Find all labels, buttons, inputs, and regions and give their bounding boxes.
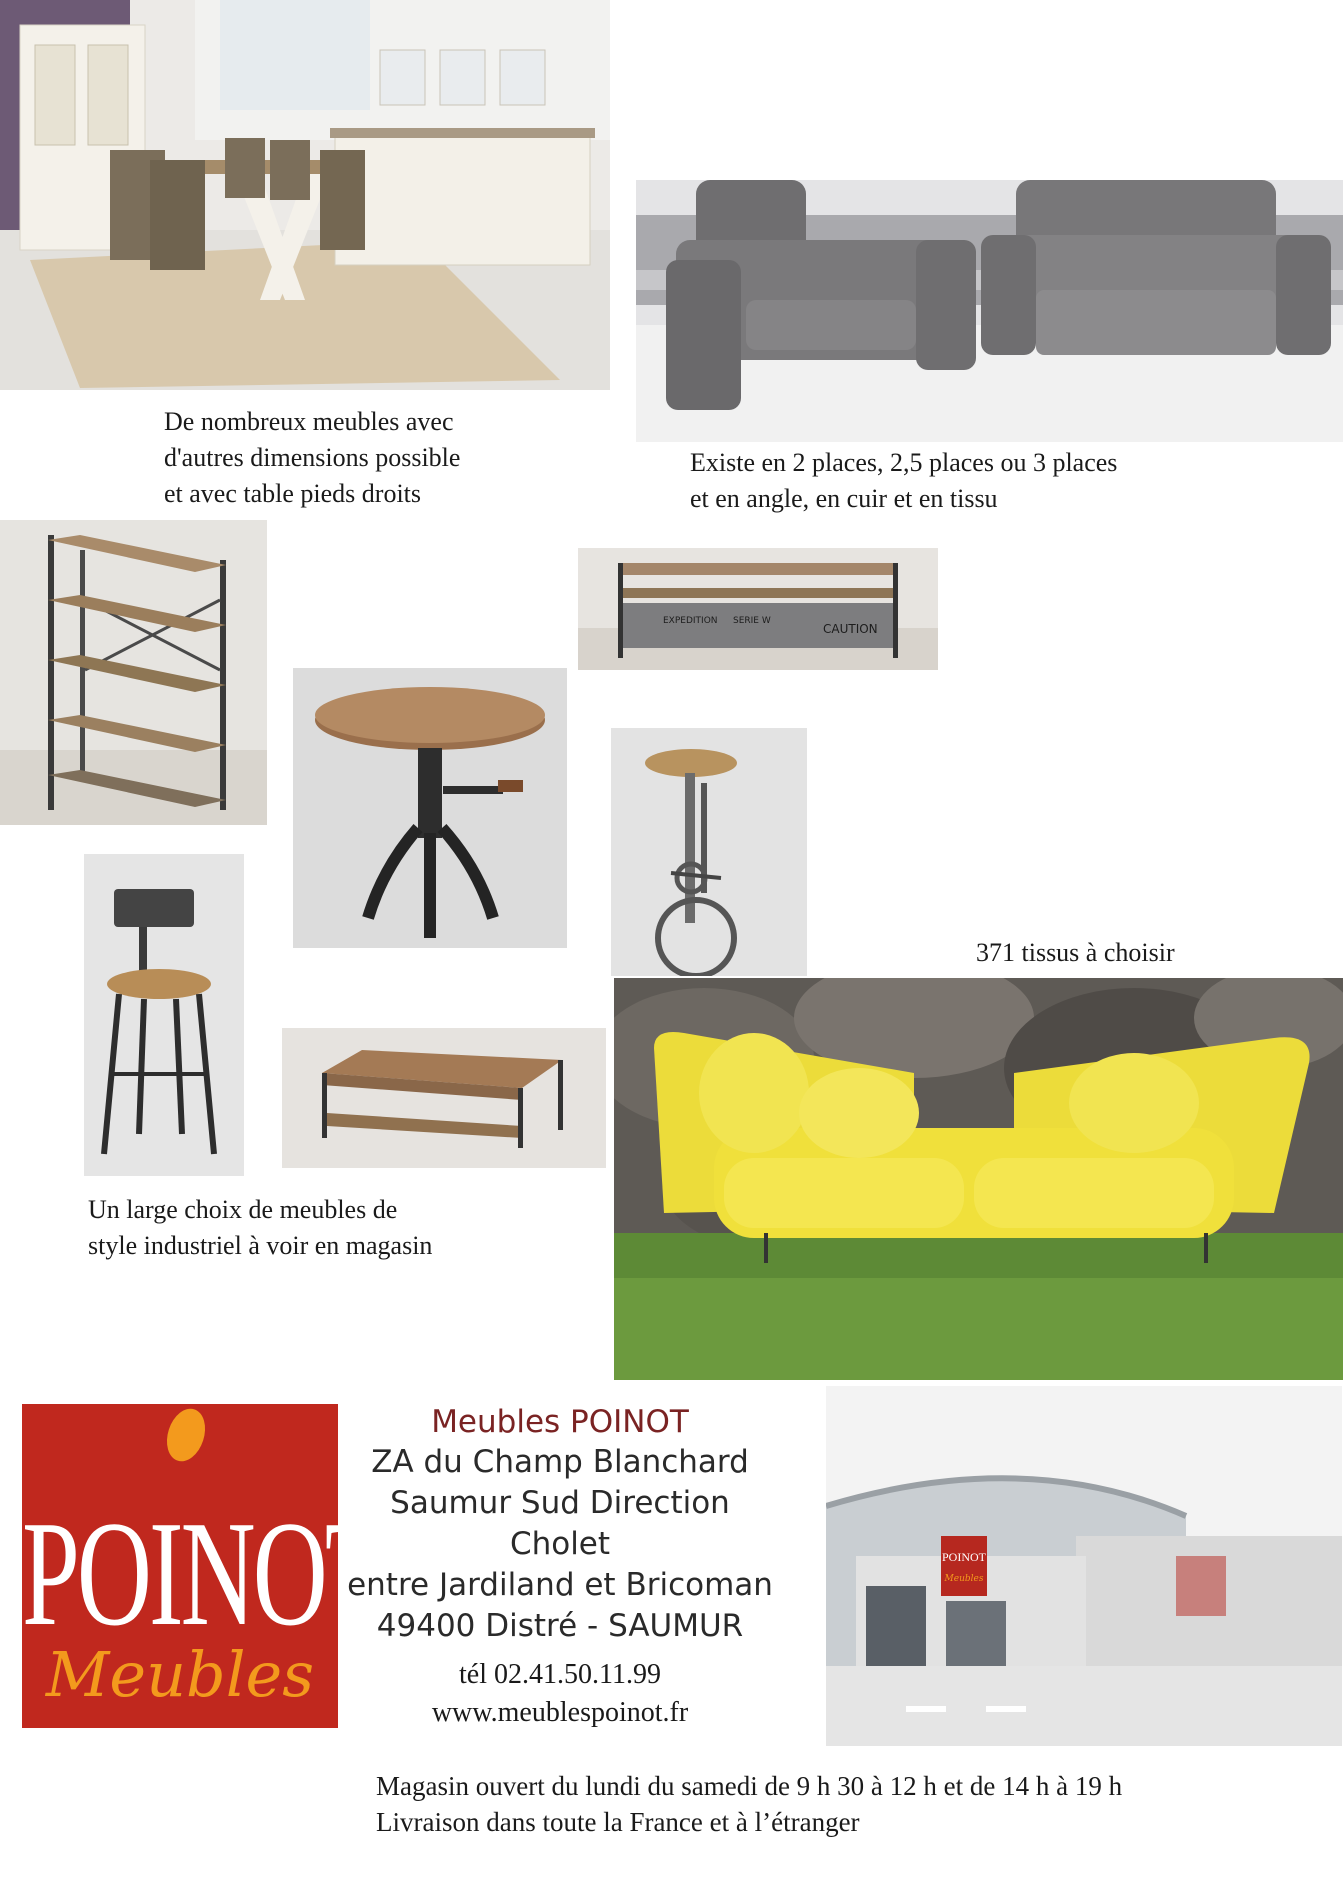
store-address (340, 1402, 780, 1647)
crank-round-table-photo (293, 668, 567, 948)
fabrics-caption-text: 371 tissus à choisir (976, 938, 1175, 967)
dining-caption-line-2: d'autres dimensions possible (164, 443, 461, 472)
grey-recliner-sofas-photo (636, 180, 1343, 442)
industrial-caption-line-2: style industriel à voir en magasin (88, 1231, 433, 1260)
dining-room-photo (0, 0, 610, 390)
industrial-tv-unit-photo (578, 548, 938, 670)
bicycle-bar-stool-photo (611, 728, 807, 976)
industrial-bar-chair-photo (84, 854, 244, 1176)
store-building-photo (826, 1386, 1342, 1746)
store-line-1: ZA du Champ Blanchard (371, 1444, 749, 1480)
store-line-4: 49400 Distré - SAUMUR (376, 1608, 744, 1644)
dining-caption (164, 404, 460, 512)
fabrics-caption (976, 935, 1175, 971)
sign-script: Meubles (944, 1574, 984, 1584)
store-contact (360, 1656, 760, 1732)
logo-word: POINOT (22, 1490, 386, 1658)
sofas-caption-line-1: Existe en 2 places, 2,5 places ou 3 places (690, 448, 1118, 477)
store-website[interactable]: www.meublespoinot.fr (431, 1697, 689, 1728)
sofas-caption (690, 445, 1117, 517)
store-name: Meubles POINOT (431, 1404, 689, 1440)
store-phone: tél 02.41.50.11.99 (459, 1659, 661, 1690)
dining-caption-line-1: De nombreux meubles avec (164, 407, 454, 436)
industrial-coffee-table-photo (282, 1028, 606, 1168)
tv-label-2: SERIE W (733, 616, 771, 626)
poinot-logo (22, 1404, 386, 1728)
logo-dot-icon (161, 1404, 212, 1466)
logo-script: Meubles (45, 1638, 315, 1711)
sofas-caption-line-2: et en angle, en cuir et en tissu (690, 484, 998, 513)
opening-hours: Magasin ouvert du lundi du samedi de 9 h 30 à 12 h et de 14 h à 19 h (376, 1771, 1123, 1801)
industrial-caption-line-1: Un large choix de meubles de (88, 1195, 398, 1224)
dining-caption-line-3: et avec table pieds droits (164, 479, 422, 508)
yellow-sofa-photo (614, 978, 1343, 1380)
store-line-3: entre Jardiland et Bricoman (347, 1567, 773, 1603)
industrial-bookshelf-photo (0, 520, 267, 825)
sign-word: POINOT (942, 1550, 986, 1564)
delivery-info: Livraison dans toute la France et à l’étranger (376, 1807, 860, 1837)
tv-label-3: CAUTION (823, 622, 878, 636)
industrial-caption (88, 1192, 432, 1264)
tv-label-1: EXPEDITION (663, 616, 718, 626)
store-line-2: Saumur Sud Direction Cholet (390, 1485, 730, 1562)
